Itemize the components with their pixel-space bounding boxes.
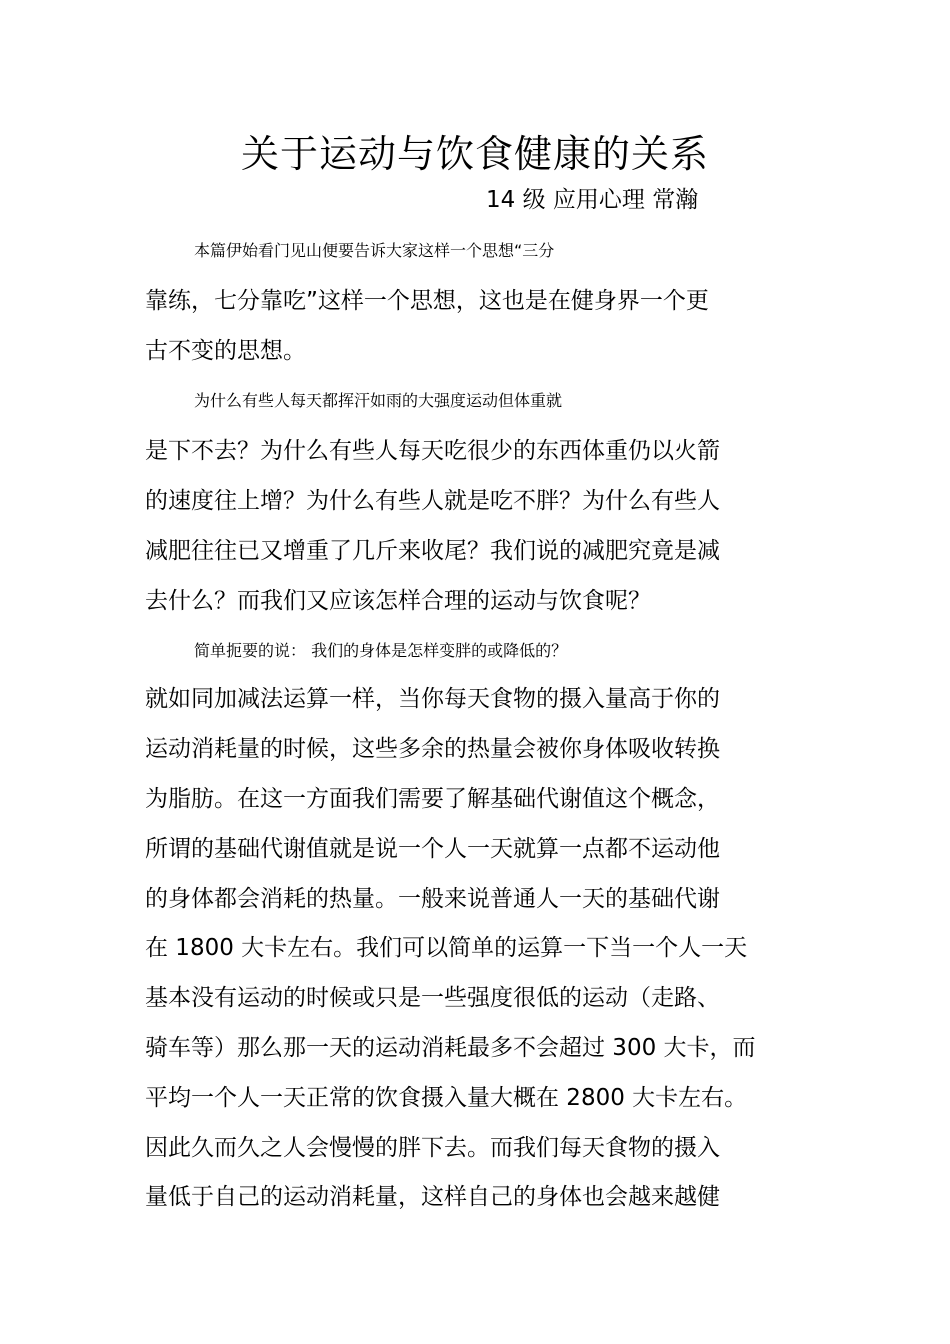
paragraph-2-line-2: 是下不去？为什么有些人每天吃很少的东西体重仍以火箭 [145,438,720,464]
paragraph-3-line-9: 骑车等）那么那一天的运动消耗最多不会超过 300 大卡，而 [145,1035,756,1061]
paragraph-3-line-10: 平均一个人一天正常的饮食摄入量大概在 2800 大卡左右。 [145,1085,748,1111]
paragraph-3-line-4: 为脂肪。在这一方面我们需要了解基础代谢值这个概念， [145,786,720,812]
document-title: 关于运动与饮食健康的关系 [240,132,709,176]
paragraph-3-line-12: 量低于自己的运动消耗量，这样自己的身体也会越来越健 [145,1184,720,1210]
paragraph-2-line-4: 减肥往往已又增重了几斤来收尾？我们说的减肥究竟是减 [145,538,720,564]
paragraph-3-line-2: 就如同加减法运算一样，当你每天食物的摄入量高于你的 [145,686,720,712]
paragraph-1-line-1: 本篇伊始看门见山便要告诉大家这样一个思想“三分 [194,241,555,260]
paragraph-2-line-1: 为什么有些人每天都挥汗如雨的大强度运动但体重就 [194,391,563,410]
paragraph-2-line-5: 去什么？而我们又应该怎样合理的运动与饮食呢？ [145,588,651,614]
paragraph-1-line-3: 古不变的思想。 [145,338,306,364]
paragraph-3-line-1: 简单扼要的说： 我们的身体是怎样变胖的或降低的？ [194,641,568,660]
paragraph-3-line-8: 基本没有运动的时候或只是一些强度很低的运动（走路、 [145,985,720,1011]
paragraph-3-line-6: 的身体都会消耗的热量。一般来说普通人一天的基础代谢 [145,886,720,912]
author-byline: 14 级 应用心理 常瀚 [486,187,699,213]
paragraph-2-line-3: 的速度往上增？为什么有些人就是吃不胖？为什么有些人 [145,488,720,514]
paragraph-3-line-7: 在 1800 大卡左右。我们可以简单的运算一下当一个人一天 [145,935,748,961]
paragraph-1-line-2: 靠练，七分靠吃”这样一个思想，这也是在健身界一个更 [145,288,709,314]
paragraph-3-line-5: 所谓的基础代谢值就是说一个人一天就算一点都不运动他 [145,836,720,862]
paragraph-3-line-11: 因此久而久之人会慢慢的胖下去。而我们每天食物的摄入 [145,1135,720,1161]
paragraph-3-line-3: 运动消耗量的时候，这些多余的热量会被你身体吸收转换 [145,736,720,762]
